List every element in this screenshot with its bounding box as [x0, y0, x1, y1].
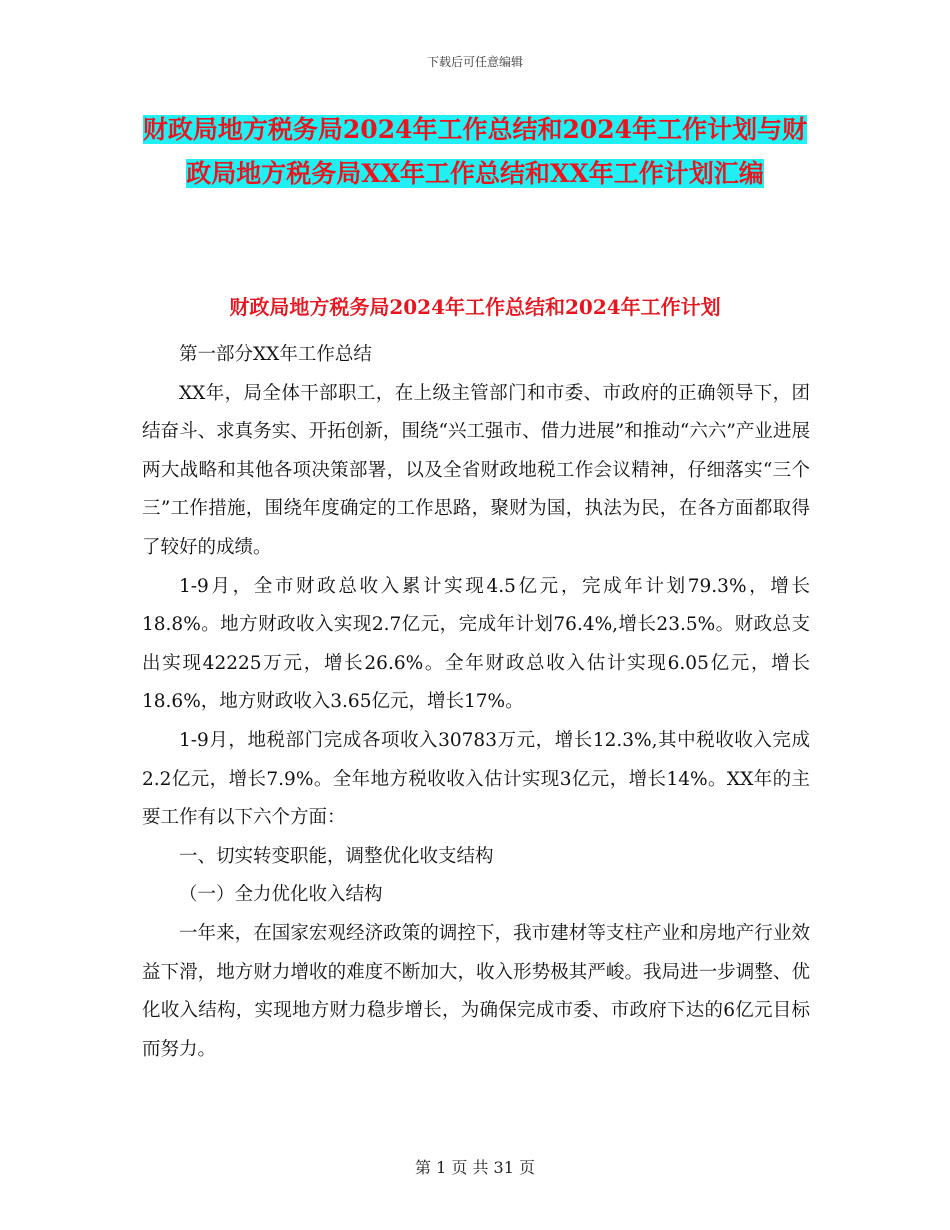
body-paragraph: 第一部分XX年工作总结 [179, 344, 372, 365]
body-paragraph: 一、切实转变职能，调整优化收支结构 [179, 845, 494, 867]
document-title [140, 108, 810, 196]
document-title-text: 财政局地方税务局2024年工作总结和2024年工作计划与财政局地方税务局XX年工作总结和XX年工作计划汇编 [142, 115, 808, 188]
body-paragraph: （一）全力优化收入结构 [179, 884, 383, 906]
body-paragraph: 1-9月，全市财政总收入累计实现4.5亿元，完成年计划79.3%，增长18.8%。地方财政收入实现2.7亿元，完成年计划76.4%,增长23.5%。财政总支出实现42225万元，增长26.6%。全年财政总收入估计实现6.05亿元，增长18.6%，地方财政收入3.65亿元，增长17%。 [142, 575, 810, 713]
page-header-note: 下载后可任意编辑 [426, 55, 523, 69]
document-body [142, 336, 810, 1069]
section-subtitle: 财政局地方税务局2024年工作总结和2024年工作计划 [229, 295, 721, 319]
body-paragraph: 1-9月，地税部门完成各项收入30783万元，增长12.3%,其中税收收入完成2.2亿元，增长7.9%。全年地方税收收入估计实现3亿元，增长14%。XX年的主要工作有以下六个方面： [142, 729, 810, 829]
page-number-footer: 第 1 页 共 31 页 [415, 1158, 535, 1177]
body-paragraph: XX年，局全体干部职工，在上级主管部门和市委、市政府的正确领导下，团结奋斗、求真务实、开拓创新，围绕“兴工强市、借力进展”和推动“六六”产业进展两大战略和其他各项决策部署，以及全省财政地税工作会议精神，仔细落实“三个三”工作措施，围绕年度确定的工作思路，聚财为国，执法为民，在各方面都取得了较好的成绩。 [142, 382, 810, 558]
body-paragraph: 一年来，在国家宏观经济政策的调控下，我市建材等支柱产业和房地产行业效益下滑，地方财力增收的难度不断加大，收入形势极其严峻。我局进一步调整、优化收入结构，实现地方财力稳步增长，为确保完成市委、市政府下达的6亿元目标而努力。 [142, 922, 810, 1060]
